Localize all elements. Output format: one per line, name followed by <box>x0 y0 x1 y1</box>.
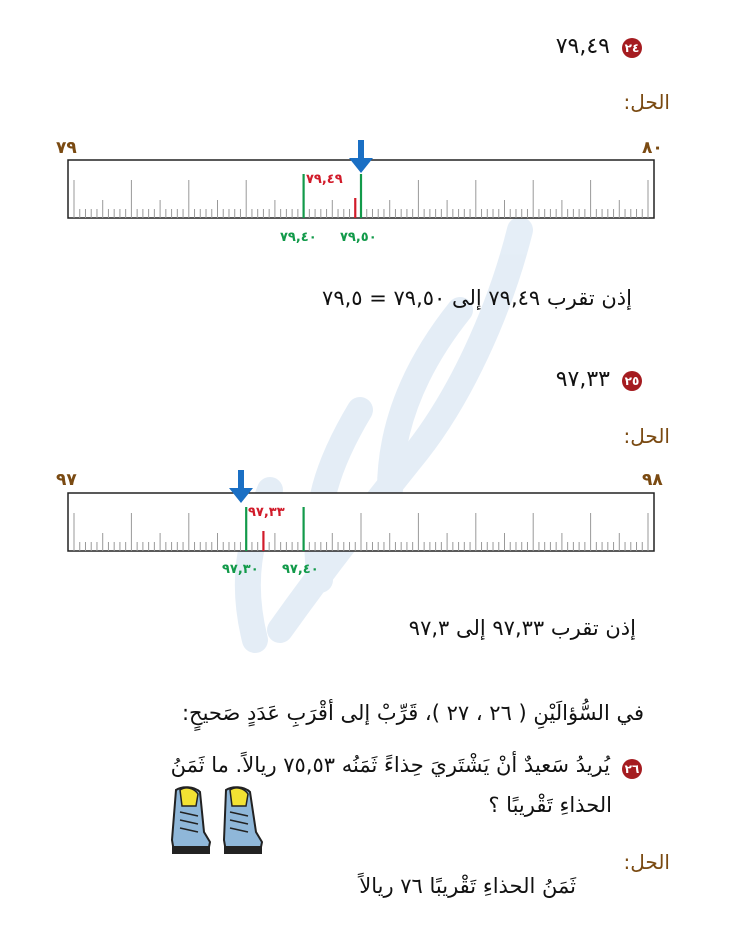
instructions-text: في السُّؤالَيْنِ ( ٢٦ ، ٢٧ )، قَرِّبْ إلى أقْرَبِ عَدَدٍ صَحيحٍ: <box>181 701 644 725</box>
rounded-value-label: ٧٩,٤٩ <box>306 172 343 187</box>
upper-bound-label: ٧٩,٥٠ <box>340 230 377 245</box>
number-line-ruler <box>66 491 656 553</box>
solution-label: الحل: <box>623 424 670 448</box>
question-number-badge: ٢٥ <box>622 371 642 391</box>
result-sentence: إذن تقرب ٧٩,٤٩ إلى ٧٩,٥٠ = ٧٩,٥ <box>322 286 632 310</box>
lower-bound-label: ٩٧,٣٠ <box>222 562 259 577</box>
lower-bound-label: ٧٩,٤٠ <box>280 230 317 245</box>
solution-label: الحل: <box>623 850 670 874</box>
ruler-left-label: ٧٩ <box>56 138 77 158</box>
question-value: ٩٧,٣٣ <box>555 367 610 392</box>
ruler-right-label: ٨٠ <box>642 138 663 158</box>
answer-text: ثَمَنُ الحذاءِ تَقْريبًا ٧٦ ريالاً <box>359 874 576 898</box>
down-arrow-icon <box>226 470 256 504</box>
question-value: ٧٩,٤٩ <box>555 34 610 59</box>
result-sentence: إذن تقرب ٩٧,٣٣ إلى ٩٧,٣ <box>408 616 636 640</box>
ruler-right-label: ٩٨ <box>642 470 663 490</box>
rounded-value-label: ٩٧,٣٣ <box>248 505 285 520</box>
solution-label: الحل: <box>623 90 670 114</box>
question-text-line-1: يُريدُ سَعيدٌ أنْ يَشْتَريَ حِذاءً ثَمَنُه ٧٥,٥٣ ريالاً. ما ثَمَنُ <box>170 753 610 777</box>
down-arrow-icon <box>346 140 376 174</box>
ruler-left-label: ٩٧ <box>56 470 77 490</box>
shoes-illustration <box>168 784 268 858</box>
question-number-badge: ٢٦ <box>622 759 642 779</box>
question-number-badge: ٢٤ <box>622 38 642 58</box>
upper-bound-label: ٩٧,٤٠ <box>282 562 319 577</box>
question-text-line-2: الحذاءِ تَقْريبًا ؟ <box>488 793 612 817</box>
